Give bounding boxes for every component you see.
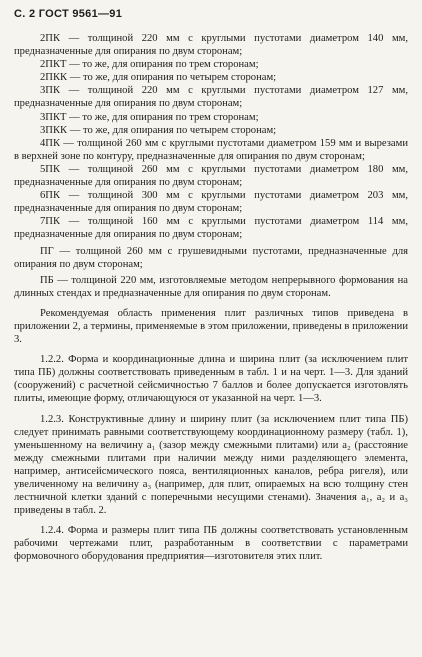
paragraph-pg: ПГ — толщиной 260 мм с грушевидными пустотами, предназначенные для опирания по двум сторонам; xyxy=(14,245,408,270)
paragraph-application-area: Рекомендуемая область применения плит различных типов приведена в приложении 2, а термины, применяемые в этом приложении, приведены в приложении 3. xyxy=(14,307,408,346)
document-body xyxy=(14,32,408,564)
paragraph-1-2-2: 1.2.2. Форма и координационные длина и ширина плит (за исключением плит типа ПБ) должны соответствовать приведенным в табл. 1 и на черт. 1—3. Для зданий (сооружений) с расчетной сейсмичностью 7 баллов и более допускается изготовлять плиты, имеющие форму, отличающуюся от указанной на черт. 1—3. xyxy=(14,354,408,405)
paragraph-2pkk: 2ПКК — то же, для опирания по четырем сторонам; xyxy=(40,72,277,84)
paragraph-5pk: 5ПК — толщиной 260 мм с круглыми пустотами диаметром 180 мм, предназначенные для опирания по двум сторонам; xyxy=(14,163,408,189)
paragraph-1-2-4: 1.2.4. Форма и размеры плит типа ПБ должны соответствовать установленным рабочими чертежами плит, разработанным в соответствии с параметрами формовочного оборудования предприятия—изготовителя этих плит. xyxy=(14,525,408,563)
paragraph-1-2-3: 1.2.3. Конструктивные длину и ширину плит (за исключением плит типа ПБ) следует принимать равными соответствующему координационному размеру (табл. 1), уменьшенному на величину a₁ (зазор между смежными плитами) или a₂ (расстояние между смежными плитами при наличии между ними разделяющего элемента, например, антисейсмического пояса, вентиляционных каналов, ребра ригеля), или увеличенному на величину a₃ (например, для плит, опираемых на всю толщину стен лестничной клетки зданий с поперечными несущими стенами). Значения a₁, a₂ и a₃ приведены в табл. 2. xyxy=(14,413,408,517)
paragraph-3pkk: 3ПКК — то же, для опирания по четырем сторонам; xyxy=(40,124,277,136)
paragraph-7pk: 7ПК — толщиной 160 мм с круглыми пустотами диаметром 114 мм, предназначенные для опирания по двум сторонам; xyxy=(14,216,408,241)
paragraph-3pk: 3ПК — толщиной 220 мм с круглыми пустотами диаметром 127 мм, предназначенные для опирания по двум сторонам; xyxy=(14,85,408,110)
paragraph-pb: ПБ — толщиной 220 мм, изготовляемые методом непрерывного формования на длинных стендах и предназначенные для опирания по двум сторонам. xyxy=(14,274,408,299)
paragraph-2pkt: 2ПКТ — то же, для опирания по трем сторонам; xyxy=(40,59,259,71)
paragraph-4pk: 4ПК — толщиной 260 мм с круглыми пустотами диаметром 159 мм и вырезами в верхней зоне по контуру, предназначенные для опирания по двум сторонам; xyxy=(14,137,408,162)
paragraph-6pk: 6ПК — толщиной 300 мм с круглыми пустотами диаметром 203 мм, предназначенные для опирания по двум сторонам; xyxy=(14,190,408,215)
paragraph-2pk: 2ПК — толщиной 220 мм с круглыми пустотами диаметром 140 мм, предназначенные для опирания по двум сторонам; xyxy=(14,33,408,58)
paragraph-3pkt: 3ПКТ — то же, для опирания по трем сторонам; xyxy=(40,111,259,123)
page-header: С. 2 ГОСТ 9561—91 xyxy=(14,8,123,20)
